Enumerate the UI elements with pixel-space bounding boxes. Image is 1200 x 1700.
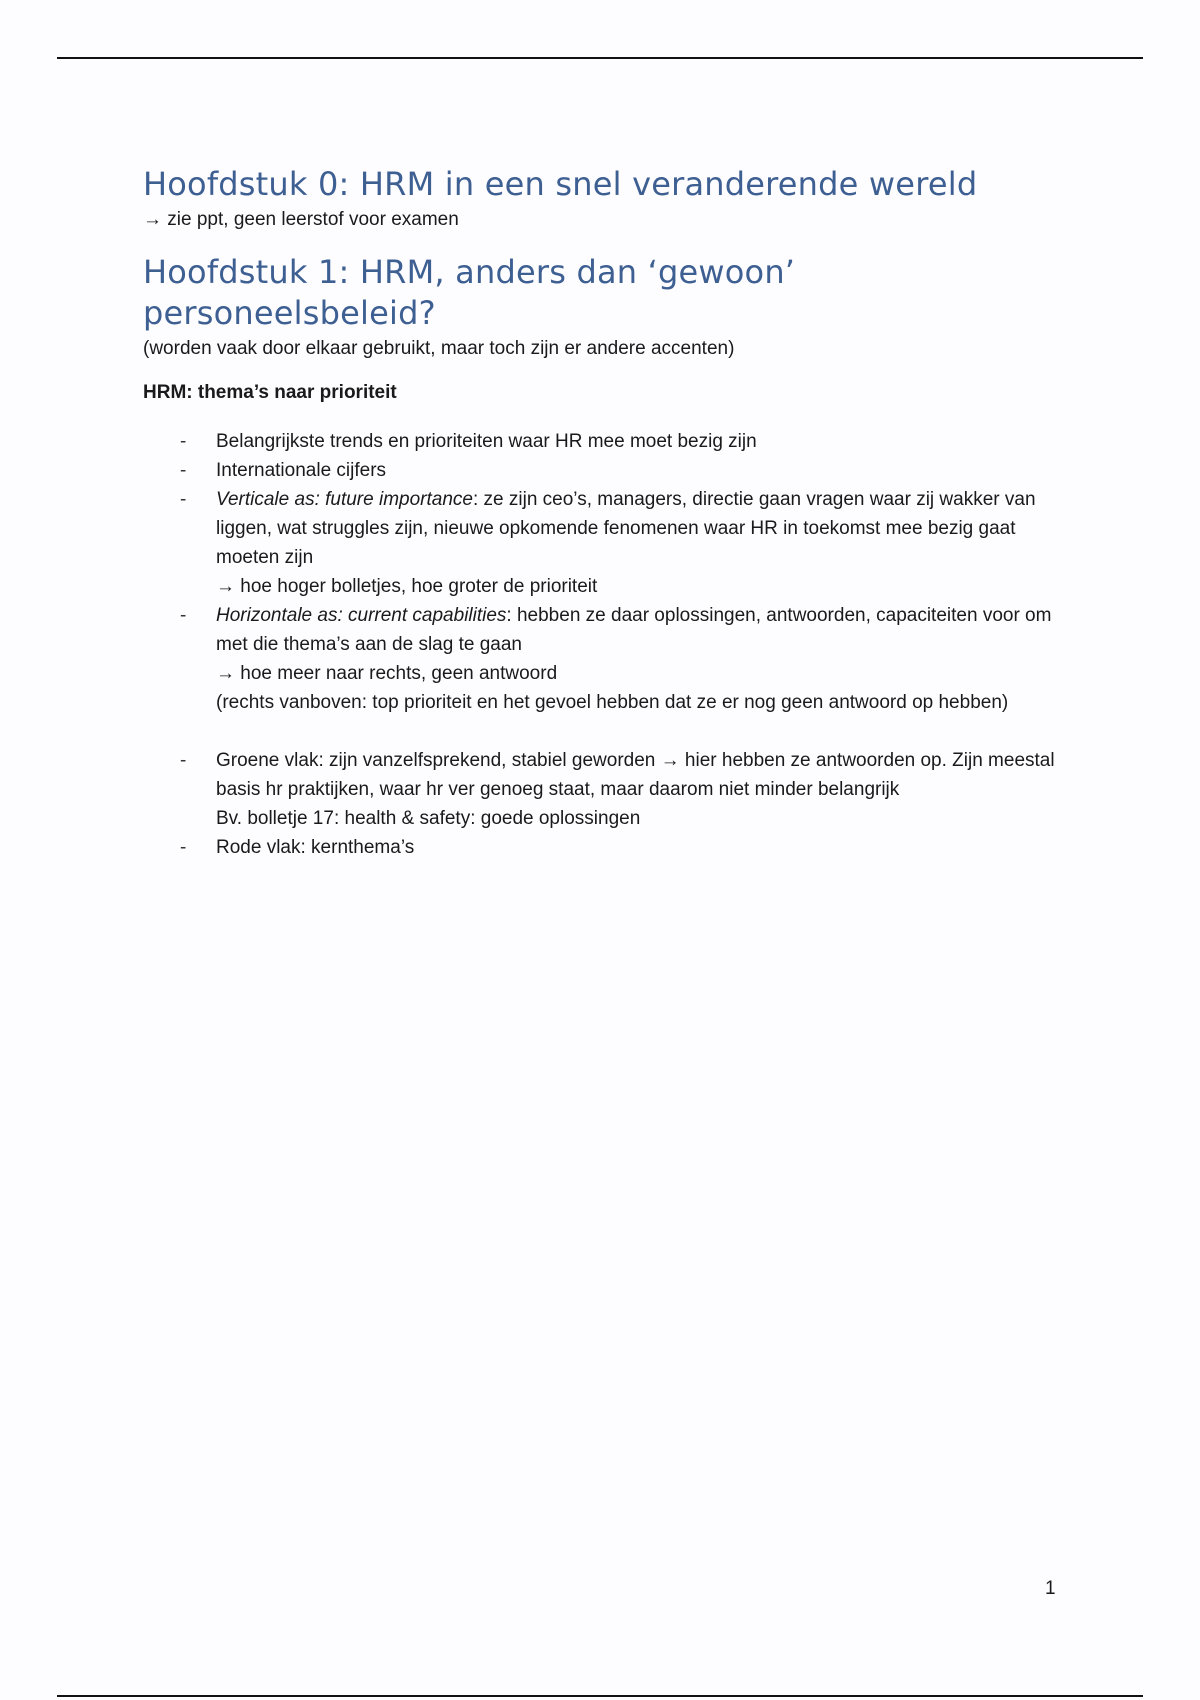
- list-item-subline: → hoe hoger bolletjes, hoe groter de prioriteit: [216, 576, 598, 597]
- list-item-body: : hebben ze daar oplossingen, antwoorden, capaciteiten voor om met die thema’s aan de slag te gaan: [216, 605, 1052, 655]
- page-content: [143, 164, 1063, 862]
- bullet-dash: -: [180, 837, 187, 858]
- list-item: [143, 601, 1063, 717]
- list-item-subline: → hoe meer naar rechts, geen antwoord: [216, 663, 558, 684]
- heading-chapter-1: [143, 252, 1063, 334]
- list-item: [143, 746, 1063, 833]
- list-item-text: Rode vlak: kernthema’s: [216, 837, 415, 858]
- heading-chapter-1-line-1: Hoofdstuk 1: HRM, anders dan ‘gewoon’: [143, 253, 796, 291]
- subheading: HRM: thema’s naar prioriteit: [143, 382, 397, 403]
- list-item-subline: Bv. bolletje 17: health & safety: goede oplossingen: [216, 808, 641, 829]
- heading-chapter-0: Hoofdstuk 0: HRM in een snel veranderende wereld: [143, 165, 978, 203]
- list-item-text: Belangrijkste trends en prioriteiten waar HR mee moet bezig zijn: [216, 431, 757, 452]
- list-item: [143, 427, 1063, 456]
- list-item-text: Internationale cijfers: [216, 460, 387, 481]
- bullet-dash: -: [180, 460, 187, 481]
- bullet-dash: -: [180, 605, 187, 626]
- italic-term: Horizontale as: current capabilities: [216, 605, 507, 626]
- bullet-dash: -: [180, 750, 187, 771]
- chapter-1-note: (worden vaak door elkaar gebruikt, maar toch zijn er andere accenten): [143, 338, 735, 359]
- bullet-list: [143, 427, 1063, 862]
- list-item: [143, 485, 1063, 601]
- list-item: [143, 456, 1063, 485]
- list-item-text: [216, 605, 1051, 655]
- chapter-0-note: → zie ppt, geen leerstof voor examen: [143, 209, 459, 230]
- top-rule: [57, 57, 1143, 59]
- bullet-dash: -: [180, 489, 187, 510]
- bottom-rule: [57, 1695, 1143, 1697]
- heading-chapter-1-line-2: personeelsbeleid?: [143, 294, 436, 332]
- list-item-subline: (rechts vanboven: top prioriteit en het gevoel hebben dat ze er nog geen antwoord op hebben): [216, 692, 1009, 713]
- bullet-dash: -: [180, 431, 187, 452]
- list-item-body: : ze zijn ceo’s, managers, directie gaan vragen waar zij wakker van liggen, wat struggles zijn, nieuwe opkomende fenomenen waar HR in toekomst mee bezig gaat moeten zijn: [216, 489, 1036, 568]
- list-item: [143, 833, 1063, 862]
- page-number: 1: [1045, 1578, 1056, 1599]
- list-item-text: [216, 489, 1036, 568]
- italic-term: Verticale as: future importance: [216, 489, 473, 510]
- list-item-text: Groene vlak: zijn vanzelfsprekend, stabiel geworden → hier hebben ze antwoorden op. Zijn meestal basis hr praktijken, waar hr ver genoeg staat, maar daarom niet minder belangrijk: [216, 750, 1055, 800]
